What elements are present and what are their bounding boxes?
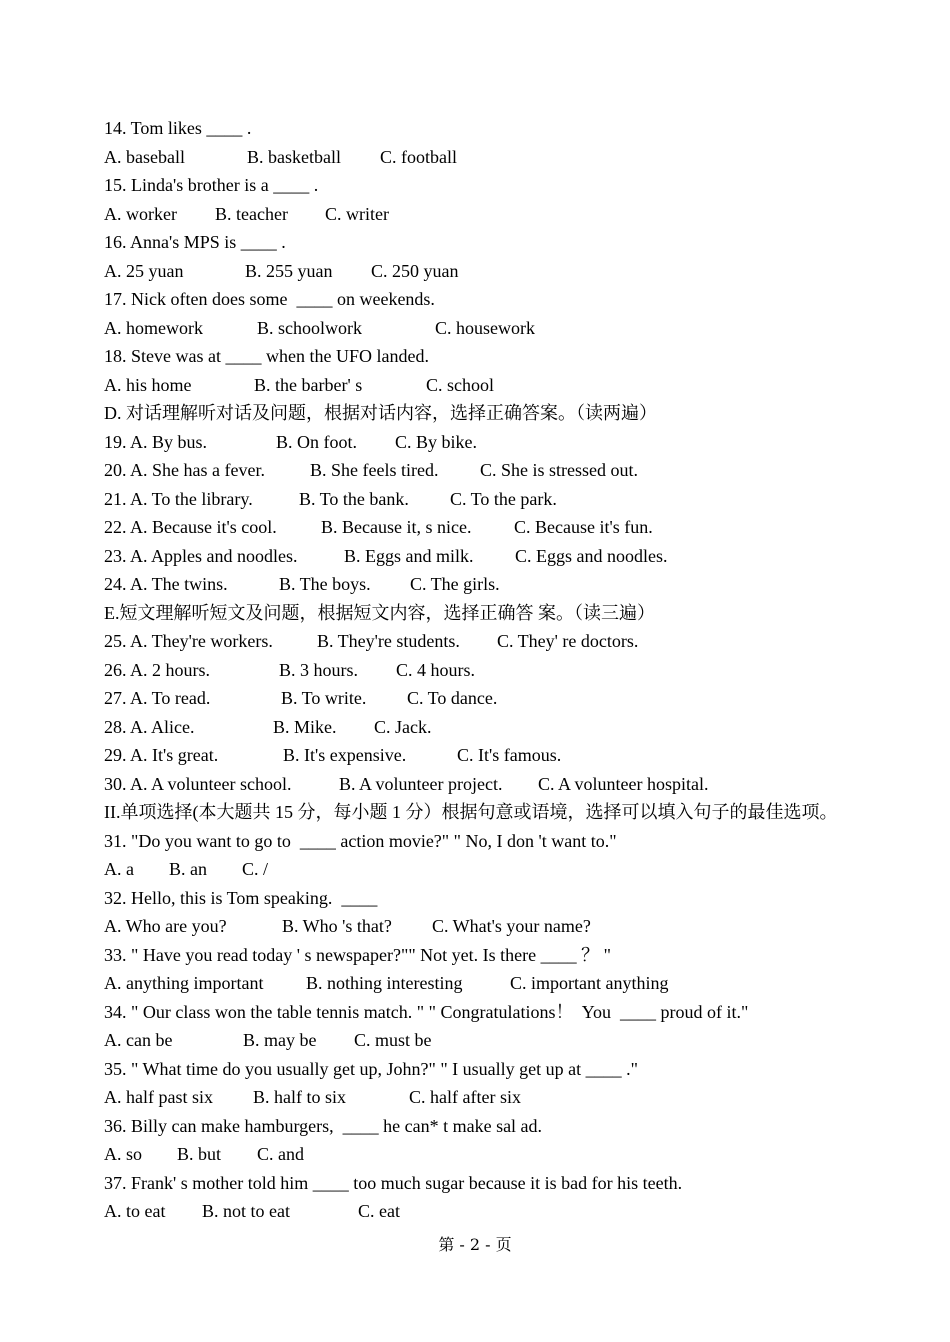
answer-option: C. 250 yuan (371, 260, 459, 281)
answer-option: C. The girls. (410, 574, 500, 594)
answer-option: B. schoolwork (257, 317, 362, 338)
answer-option: A. so (104, 1144, 143, 1164)
options-line (104, 1197, 904, 1226)
answer-option: B. To the bank. (299, 488, 409, 509)
answer-option: 23. A. Apples and noodles. (104, 545, 298, 566)
answer-option: C. To dance. (407, 688, 498, 708)
answer-option: C. She is stressed out. (480, 460, 639, 480)
answer-option: C. What's your name? (432, 916, 591, 936)
answer-option: C. By bike. (395, 431, 478, 452)
answer-option: 25. A. They're workers. (104, 631, 273, 651)
options-line (104, 770, 904, 799)
answer-option: A. half past six (104, 1087, 213, 1107)
options-line (104, 513, 904, 542)
answer-option: C. football (380, 146, 457, 167)
answer-option: B. 3 hours. (279, 659, 359, 680)
answer-option: C. housework (435, 317, 535, 338)
options-line (104, 969, 904, 998)
options-line (104, 912, 904, 941)
answer-option: A. to eat (104, 1201, 166, 1221)
answer-option: C. writer (325, 203, 389, 224)
answer-option: B. To write. (281, 688, 367, 708)
answer-option: C. and (257, 1144, 304, 1164)
options-line (104, 855, 904, 884)
question-line: 32. Hello, this is Tom speaking. ____ (104, 887, 378, 908)
answer-option: C. Because it's fun. (514, 517, 653, 537)
answer-option: C. school (426, 374, 495, 395)
answer-option: B. Who 's that? (282, 916, 392, 936)
answer-option: A. his home (104, 374, 192, 395)
answer-option: 20. A. She has a fever. (104, 460, 265, 480)
options-line (104, 627, 904, 656)
question-line: 36. Billy can make hamburgers, ____ he can* t make sal ad. (104, 1115, 543, 1136)
options-line (104, 456, 904, 485)
answer-option: 19. A. By bus. (104, 431, 208, 452)
options-line (104, 684, 904, 713)
options-line (104, 542, 904, 571)
answer-option: A. anything important (104, 973, 264, 993)
answer-option: A. homework (104, 317, 203, 338)
answer-option: B. the barber' s (254, 374, 363, 395)
answer-option: 22. A. Because it's cool. (104, 517, 277, 537)
answer-option: C. important anything (510, 973, 669, 993)
answer-option: 27. A. To read. (104, 688, 211, 708)
options-line (104, 428, 904, 457)
answer-option: B. Because it, s nice. (321, 517, 472, 537)
answer-option: 28. A. Alice. (104, 716, 195, 737)
answer-option: B. half to six (253, 1087, 346, 1107)
question-line: II.单项选择(本大题共 15 分，每小题 1 分）根据句意或语境，选择可以填入句子的最佳选项。 (104, 802, 838, 822)
question-line: 17. Nick often does some ____ on weekends. (104, 289, 435, 309)
options-line (104, 257, 904, 286)
answer-option: B. may be (243, 1030, 317, 1050)
answer-option: C. They' re doctors. (497, 631, 639, 651)
answer-option: C. half after six (409, 1087, 521, 1107)
answer-option: C. eat (358, 1201, 400, 1221)
answer-option: B. teacher (215, 203, 288, 224)
answer-option: A. a (104, 859, 134, 879)
question-line: 37. Frank' s mother told him ____ too much sugar because it is bad for his teeth. (104, 1172, 683, 1193)
options-line (104, 1083, 904, 1112)
answer-option: C. It's famous. (457, 745, 562, 765)
page-number: 第 - 2 - 页 (438, 1235, 512, 1254)
question-line: 14. Tom likes ____ . (104, 118, 252, 138)
question-line: 35. " What time do you usually get up, John?" " I usually get up at ____ ." (104, 1058, 638, 1079)
answer-option: B. She feels tired. (310, 460, 439, 480)
question-line: 33. " Have you read today ' s newspaper?"" Not yet. Is there ____ ？ " (104, 944, 611, 965)
answer-option: C. To the park. (450, 488, 557, 509)
options-line (104, 1140, 904, 1169)
answer-option: A. 25 yuan (104, 260, 184, 281)
answer-option: B. Mike. (273, 716, 337, 737)
answer-option: 21. A. To the library. (104, 488, 253, 509)
question-line: E.短文理解听短文及问题，根据短文内容，选择正确答 案。（读三遍） (104, 602, 655, 623)
answer-option: A. can be (104, 1030, 173, 1050)
answer-option: C. 4 hours. (396, 659, 476, 680)
answer-option: B. basketball (247, 146, 341, 167)
answer-option: B. A volunteer project. (339, 773, 503, 794)
answer-option: C. A volunteer hospital. (538, 773, 709, 794)
options-line (104, 485, 904, 514)
exam-page-body (104, 114, 904, 1226)
answer-option: B. nothing interesting (306, 973, 463, 993)
answer-option: B. It's expensive. (283, 745, 407, 765)
answer-option: A. baseball (104, 146, 185, 167)
options-line (104, 314, 904, 343)
question-line: 18. Steve was at ____ when the UFO landed. (104, 346, 429, 366)
answer-option: A. worker (104, 203, 177, 224)
answer-option: B. On foot. (276, 431, 357, 452)
options-line (104, 741, 904, 770)
answer-option: C. Jack. (374, 716, 432, 737)
question-line: 16. Anna's MPS is ____ . (104, 232, 286, 252)
answer-option: 24. A. The twins. (104, 574, 228, 594)
options-line (104, 200, 904, 229)
answer-option: B. The boys. (279, 574, 371, 594)
answer-option: 29. A. It's great. (104, 745, 219, 765)
answer-option: B. They're students. (317, 631, 460, 651)
answer-option: 26. A. 2 hours. (104, 659, 211, 680)
answer-option: A. Who are you? (104, 916, 227, 936)
answer-option: B. Eggs and milk. (344, 545, 474, 566)
answer-option: C. must be (354, 1030, 432, 1050)
answer-option: C. Eggs and noodles. (515, 545, 668, 566)
answer-option: 30. A. A volunteer school. (104, 773, 292, 794)
question-line: D. 对话理解听对话及问题，根据对话内容，选择正确答案。（读两遍） (104, 403, 657, 423)
answer-option: B. not to eat (202, 1201, 290, 1221)
question-line: 31. "Do you want to go to ____ action movie?" " No, I don 't want to." (104, 830, 617, 851)
question-line: 34. " Our class won the table tennis match. " " Congratulations！ You ____ proud of it." (104, 1001, 749, 1022)
options-line (104, 371, 904, 400)
answer-option: B. but (177, 1144, 222, 1164)
options-line (104, 656, 904, 685)
question-line: 15. Linda's brother is a ____ . (104, 175, 319, 195)
answer-option: C. / (242, 859, 269, 879)
options-line (104, 143, 904, 172)
options-line (104, 570, 904, 599)
options-line (104, 713, 904, 742)
answer-option: B. an (169, 859, 207, 879)
answer-option: B. 255 yuan (245, 260, 333, 281)
options-line (104, 1026, 904, 1055)
